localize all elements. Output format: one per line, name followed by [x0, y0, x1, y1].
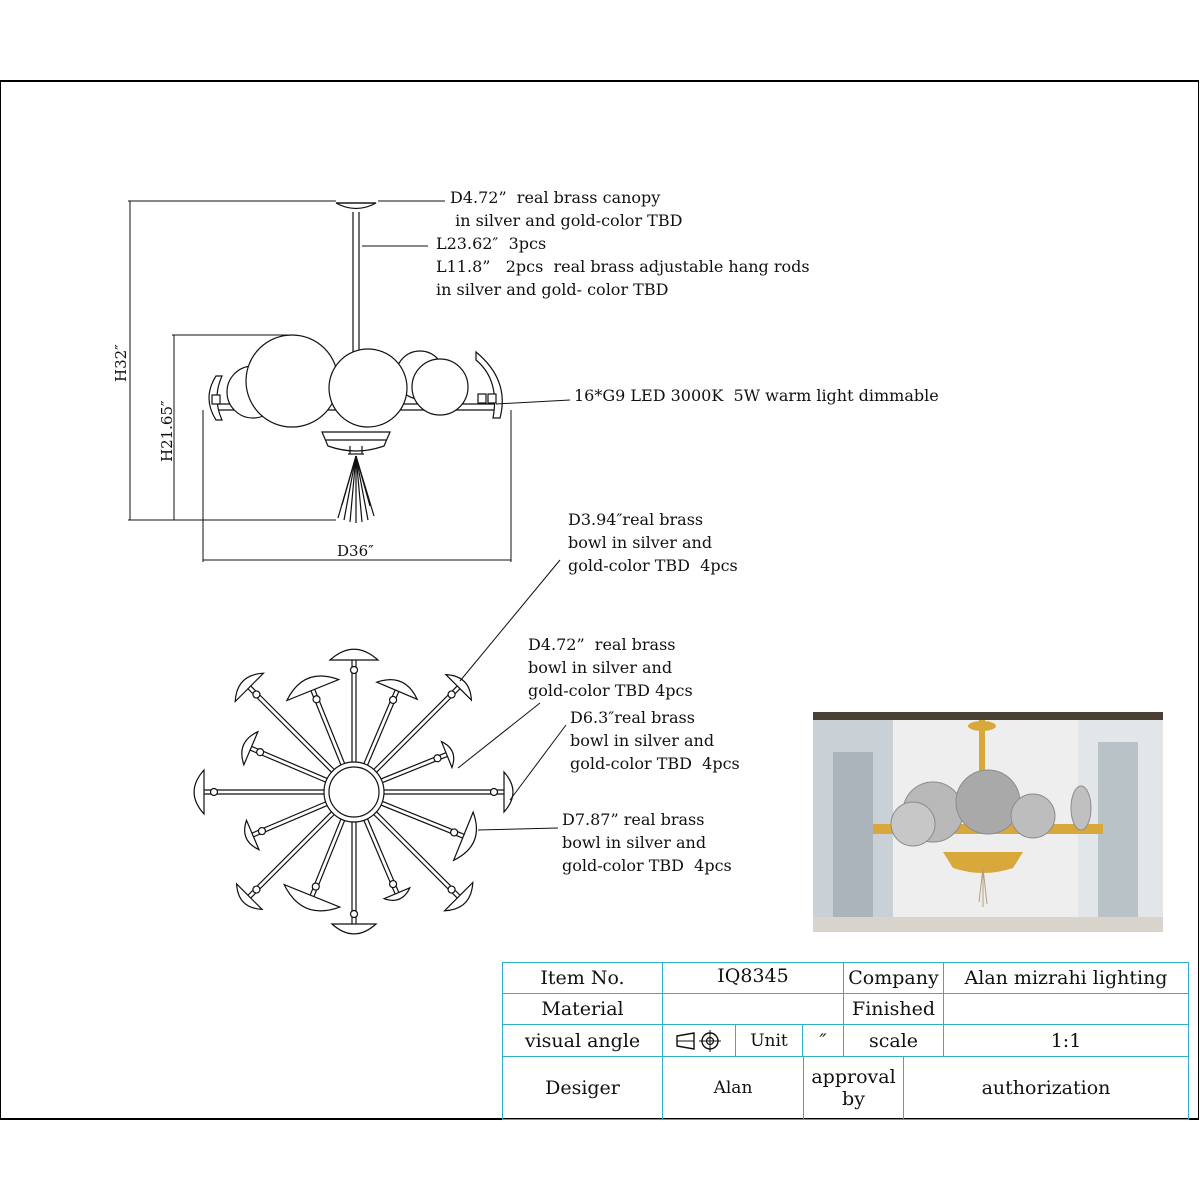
- plan-bowl: [194, 770, 204, 814]
- plan-socket: [390, 696, 397, 703]
- plan-socket: [448, 691, 455, 698]
- company-value: Alan mizrahi lighting: [943, 962, 1189, 994]
- bowl-63-note: D6.3″real brass bowl in silver and gold-color TBD 4pcs: [570, 708, 740, 773]
- plan-socket: [313, 696, 320, 703]
- title-block: [502, 962, 1189, 1120]
- scale-value: 1:1: [943, 1024, 1189, 1057]
- disc-large-left: [246, 335, 338, 427]
- plan-socket: [434, 755, 441, 762]
- plan-socket: [390, 881, 397, 888]
- plan-socket: [258, 828, 265, 835]
- item-no-value: IQ8345: [662, 962, 844, 994]
- plan-bowl: [332, 924, 376, 934]
- approval-label: approval by: [803, 1056, 904, 1120]
- unit-label: Unit: [735, 1024, 803, 1057]
- bowl-394-note: D3.94″real brass bowl in silver and gold-color TBD 4pcs: [568, 510, 738, 575]
- company-label: Company: [843, 962, 944, 994]
- plan-socket: [491, 789, 498, 796]
- plan-bowl: [284, 885, 340, 911]
- finished-label: Finished: [843, 993, 944, 1025]
- third-angle-projection-icon: [674, 1030, 724, 1052]
- scale-label: scale: [843, 1024, 944, 1057]
- bulbs-note: 16*G9 LED 3000K 5W warm light dimmable: [574, 386, 939, 405]
- material-value: [662, 993, 844, 1025]
- plan-socket: [253, 691, 260, 698]
- height-body-label: H21.65″: [158, 400, 176, 462]
- plan-socket: [253, 886, 260, 893]
- plan-bowl: [504, 772, 513, 812]
- unit-value: ″: [802, 1024, 844, 1057]
- plan-socket: [211, 789, 218, 796]
- bowl-right: [476, 352, 502, 418]
- plan-bowl: [330, 649, 378, 660]
- disc-center: [329, 349, 407, 427]
- plan-arm: [377, 689, 460, 772]
- height-total-label: H32″: [112, 344, 130, 382]
- canopy-note: D4.72” real brass canopy in silver and gold-color TBD: [450, 188, 683, 230]
- designer-value: Alan: [662, 1056, 804, 1120]
- projection-symbol: [662, 1024, 736, 1057]
- plan-view: [194, 649, 513, 934]
- designer-label: Desiger: [502, 1056, 663, 1120]
- bowl-472-note: D4.72” real brass bowl in silver and gold-color TBD 4pcs: [528, 635, 693, 700]
- crystal-spray: [338, 456, 374, 523]
- disc-right: [412, 359, 468, 415]
- rods-note: L23.62″ 3pcs L11.8” 2pcs real brass adjustable hang rods in silver and gold- color TBD: [436, 234, 810, 299]
- plan-socket: [451, 829, 458, 836]
- plan-socket: [257, 749, 264, 756]
- bowl-787-note: D7.87” real brass bowl in silver and gold-color TBD 4pcs: [562, 810, 732, 875]
- diameter-label: D36″: [337, 542, 374, 560]
- plan-socket: [448, 886, 455, 893]
- finished-value: [943, 993, 1189, 1025]
- authorization-label: authorization: [903, 1056, 1189, 1120]
- product-photo: [813, 712, 1163, 932]
- material-label: Material: [502, 993, 663, 1025]
- plan-socket: [312, 883, 319, 890]
- plan-socket: [351, 667, 358, 674]
- canopy: [336, 203, 376, 209]
- plan-socket: [351, 911, 358, 918]
- plan-bowl: [441, 742, 453, 768]
- item-no-label: Item No.: [502, 962, 663, 994]
- visual-angle-label: visual angle: [502, 1024, 663, 1057]
- center-body: [322, 432, 390, 451]
